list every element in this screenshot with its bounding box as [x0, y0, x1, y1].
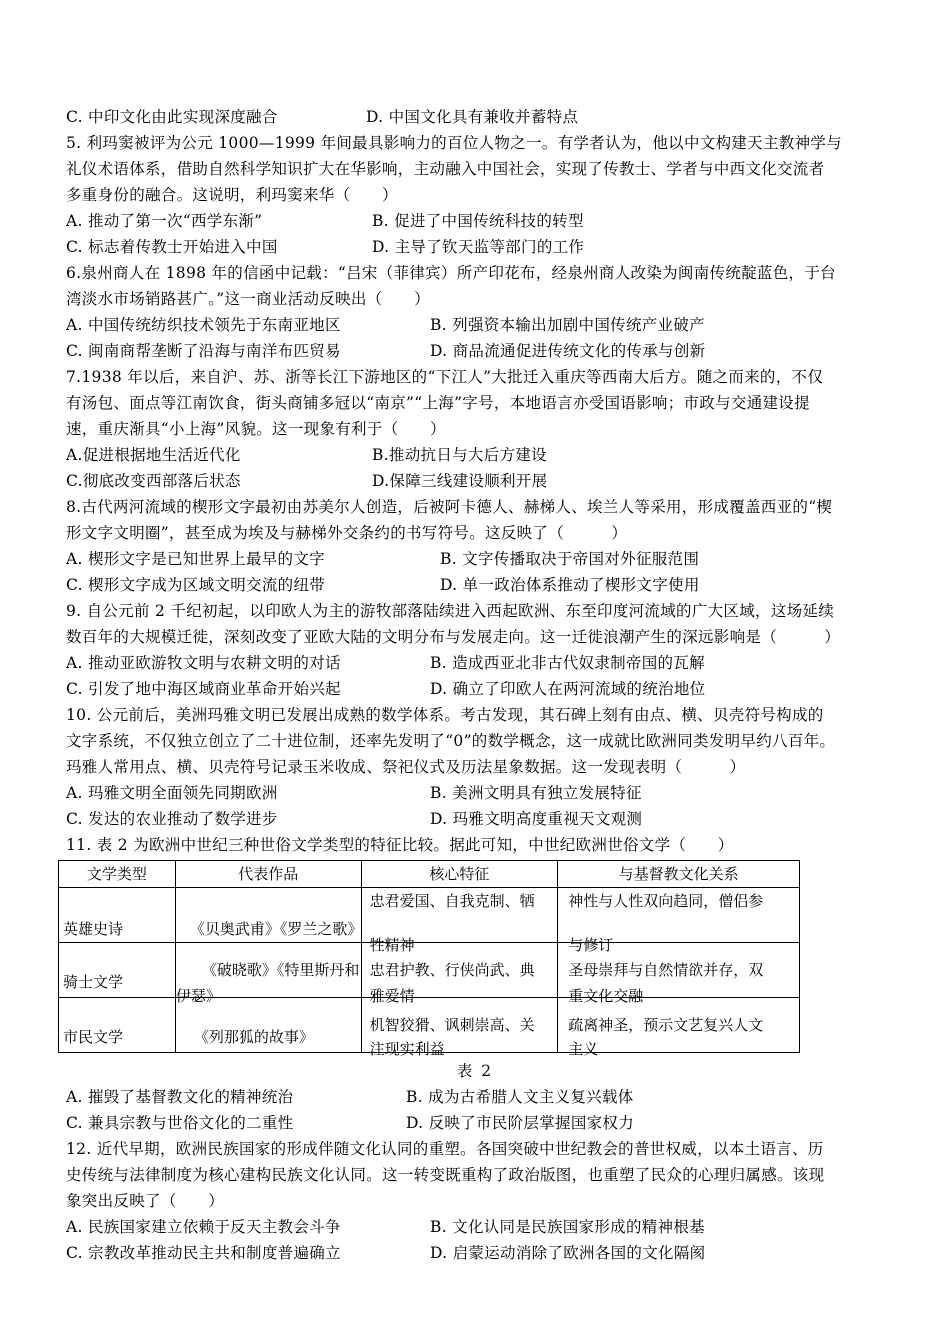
row-type: 市民文学 [63, 1028, 124, 1046]
table-header-cell: 与基督教文化关系 [558, 861, 800, 888]
row-works-line-2: 伊瑟》 [175, 987, 221, 1005]
row-works: 《贝奥武甫》《罗兰之歌》 [189, 920, 363, 938]
literature-comparison-table [58, 860, 800, 1058]
q9-option-d: D. 确立了印欧人在两河流域的统治地位 [430, 680, 706, 698]
row-works: 《列那狐的故事》 [193, 1028, 314, 1046]
table-caption: 表 2 [456, 1062, 494, 1080]
row-feature-line-1: 忠君护教、行侠尚武、典 [369, 961, 535, 979]
q9-stem-line-2: 数百年的大规模迁徙，深刻改变了亚欧大陆的文明分布与发展走向。这一迁徙浪潮产生的深远影响是（ ） [66, 628, 841, 646]
q5-option-a: A. 推动了第一次“西学东渐” [66, 212, 263, 230]
row-type: 骑士文学 [63, 973, 124, 991]
q10-option-a: A. 玛雅文明全面领先同期欧洲 [66, 784, 278, 802]
q11-option-d: D. 反映了市民阶层掌握国家权力 [406, 1114, 635, 1132]
q8-option-c: C. 楔形文字成为区域文明交流的纽带 [66, 576, 326, 594]
table-header-row [59, 861, 800, 888]
row-feature-line-2: 雅爱情 [369, 987, 415, 1005]
q8-stem-line-1: 8.古代两河流域的楔形文字最初由苏美尔人创造，后被阿卡德人、赫梯人、埃兰人等采用，形成覆盖西亚的“楔 [66, 498, 833, 516]
q10-stem-line-3: 玛雅人常用点、横、贝壳符号记录玉米收成、祭祀仪式及历法星象数据。这一发现表明（ ） [66, 758, 746, 776]
table-cell [59, 943, 176, 998]
q12-option-b: B. 文化认同是民族国家形成的精神根基 [430, 1218, 705, 1236]
q11-option-a: A. 摧毁了基督教文化的精神统治 [66, 1088, 294, 1106]
row-relation-line-2: 主义 [568, 1040, 599, 1058]
q7-stem-line-1: 7.1938 年以后，来自沪、苏、浙等长江下游地区的“下江人”大批迁入重庆等西南大后方。随之而来的，不仅 [66, 368, 824, 386]
row-works-line-1: 《破晓歌》《特里斯丹和 [201, 961, 360, 979]
q12-option-d: D. 启蒙运动消除了欧洲各国的文化隔阂 [430, 1244, 706, 1262]
q6-option-d: D. 商品流通促进传统文化的传承与创新 [430, 342, 706, 360]
q5-option-b: B. 促进了中国传统科技的转型 [372, 212, 584, 230]
q10-stem-line-2: 文字系统，不仅独立创立了二十进位制，还率先发明了“0”的数学概念，这一成就比欧洲同类发明早约八百年。 [66, 732, 836, 750]
table-cell [175, 888, 361, 943]
row-relation-line-1: 神性与人性双向趋同，僧侣参 [568, 892, 764, 910]
q12-option-a: A. 民族国家建立依赖于反天主教会斗争 [66, 1218, 341, 1236]
q6-stem-line-2: 湾淡水市场销路甚广。”这一商业活动反映出（ ） [66, 290, 430, 308]
q11-stem-line: 11. 表 2 为欧洲中世纪三种世俗文学类型的特征比较。据此可知，中世纪欧洲世俗文学（ ） [66, 836, 734, 854]
row-relation-line-2: 与修订 [568, 936, 614, 954]
table-cell [558, 888, 800, 954]
q4-option-d: D. 中国文化具有兼收并蓄特点 [366, 108, 579, 126]
row-feature-line-2: 牲精神 [369, 936, 415, 954]
q10-option-c: C. 发达的农业推动了数学进步 [66, 810, 278, 828]
q12-stem-line-1: 12. 近代早期，欧洲民族国家的形成伴随文化认同的重塑。各国突破中世纪教会的普世权威，以本土语言、历 [66, 1140, 824, 1158]
table-row [59, 998, 800, 1053]
q11-option-c: C. 兼具宗教与世俗文化的二重性 [66, 1114, 294, 1132]
q7-stem-line-2: 有汤包、面点等江南饮食，街头商铺多冠以“南京”“上海”字号，本地语言亦受国语影响；市政与交通建设提 [66, 394, 810, 412]
table-cell [361, 998, 558, 1058]
row-type: 英雄史诗 [63, 920, 124, 938]
table-cell [59, 998, 176, 1053]
row-feature-line-2: 注现实利益 [369, 1040, 445, 1058]
q5-stem-line-1: 5. 利玛窦被评为公元 1000—1999 年间最具影响力的百位人物之一。有学者认为，他以中文构建天主教神学与 [66, 134, 842, 152]
table-row [59, 943, 800, 998]
q7-option-a: A.促进根据地生活近代化 [66, 446, 241, 464]
row-feature-line-1: 忠君爱国、自我克制、牺 [369, 892, 535, 910]
q12-stem-line-3: 象突出反映了（ ） [66, 1192, 225, 1210]
q5-option-d: D. 主导了钦天监等部门的工作 [372, 238, 585, 256]
row-feature-line-1: 机智狡猾、讽刺崇高、关 [369, 1016, 535, 1034]
q8-option-d: D. 单一政治体系推动了楔形文字使用 [440, 576, 700, 594]
q7-option-d: D.保障三线建设顺利开展 [372, 472, 548, 490]
q5-stem-line-2: 礼仪术语体系，借助自然科学知识扩大在华影响，主动融入中国社会，实现了传教士、学者与中西文化交流者 [66, 160, 825, 178]
table-cell [175, 943, 361, 1005]
q9-option-c: C. 引发了地中海区域商业革命开始兴起 [66, 680, 341, 698]
q9-stem-line-1: 9. 自公元前 2 千纪初起，以印欧人为主的游牧部落陆续进入西起欧洲、东至印度河流域的广大区域，这场延续 [66, 602, 835, 620]
row-relation-line-1: 疏离神圣，预示文艺复兴人文 [568, 1016, 764, 1034]
q10-option-d: D. 玛雅文明高度重视天文观测 [430, 810, 643, 828]
q4-option-c: C. 中印文化由此实现深度融合 [66, 108, 278, 126]
row-relation-line-2: 重文化交融 [568, 987, 644, 1005]
q12-stem-line-2: 史传统与法律制度为核心建构民族文化认同。这一转变既重构了政治版图，也重塑了民众的心理归属感。该现 [66, 1166, 825, 1184]
row-relation-line-1: 圣母崇拜与自然情欲并存，双 [568, 961, 764, 979]
q7-option-b: B.推动抗日与大后方建设 [372, 446, 547, 464]
q6-option-c: C. 闽南商帮垄断了沿海与南洋布匹贸易 [66, 342, 341, 360]
table-header-cell: 文学类型 [59, 861, 176, 888]
q6-stem-line-1: 6.泉州商人在 1898 年的信函中记载：“吕宋（菲律宾）所产印花布，经泉州商人改染为闽南传统靛蓝色，于台 [66, 264, 836, 282]
q10-option-b: B. 美洲文明具有独立发展特征 [430, 784, 642, 802]
table-header-cell: 核心特征 [361, 861, 558, 888]
table-cell [175, 998, 361, 1053]
q7-option-c: C.彻底改变西部落后状态 [66, 472, 241, 490]
q10-stem-line-1: 10. 公元前后，美洲玛雅文明已发展出成熟的数学体系。考古发现，其石碑上刻有由点、横、贝壳符号构成的 [66, 706, 824, 724]
table-cell [361, 888, 558, 954]
q8-option-a: A. 楔形文字是已知世界上最早的文字 [66, 550, 325, 568]
table-header-cell: 代表作品 [175, 861, 361, 888]
table-cell [558, 998, 800, 1058]
q5-option-c: C. 标志着传教士开始进入中国 [66, 238, 278, 256]
q7-stem-line-3: 速，重庆渐具“小上海”风貌。这一现象有利于（ ） [66, 420, 446, 438]
q9-option-b: B. 造成西亚北非古代奴隶制帝国的瓦解 [430, 654, 705, 672]
table-cell [361, 943, 558, 1005]
q6-option-b: B. 列强资本输出加剧中国传统产业破产 [430, 316, 705, 334]
q8-option-b: B. 文字传播取决于帝国对外征服范围 [440, 550, 700, 568]
q5-stem-line-3: 多重身份的融合。这说明，利玛窦来华（ ） [66, 186, 398, 204]
q6-option-a: A. 中国传统纺织技术领先于东南亚地区 [66, 316, 341, 334]
q9-option-a: A. 推动亚欧游牧文明与农耕文明的对话 [66, 654, 341, 672]
table-cell [558, 943, 800, 1005]
q8-stem-line-2: 形文字文明圈”，甚至成为埃及与赫梯外交条约的书写符号。这反映了（ ） [66, 524, 628, 542]
table-row [59, 888, 800, 943]
table-cell [59, 888, 176, 943]
q12-option-c: C. 宗教改革推动民主共和制度普遍确立 [66, 1244, 341, 1262]
q11-option-b: B. 成为古希腊人文主义复兴载体 [406, 1088, 634, 1106]
